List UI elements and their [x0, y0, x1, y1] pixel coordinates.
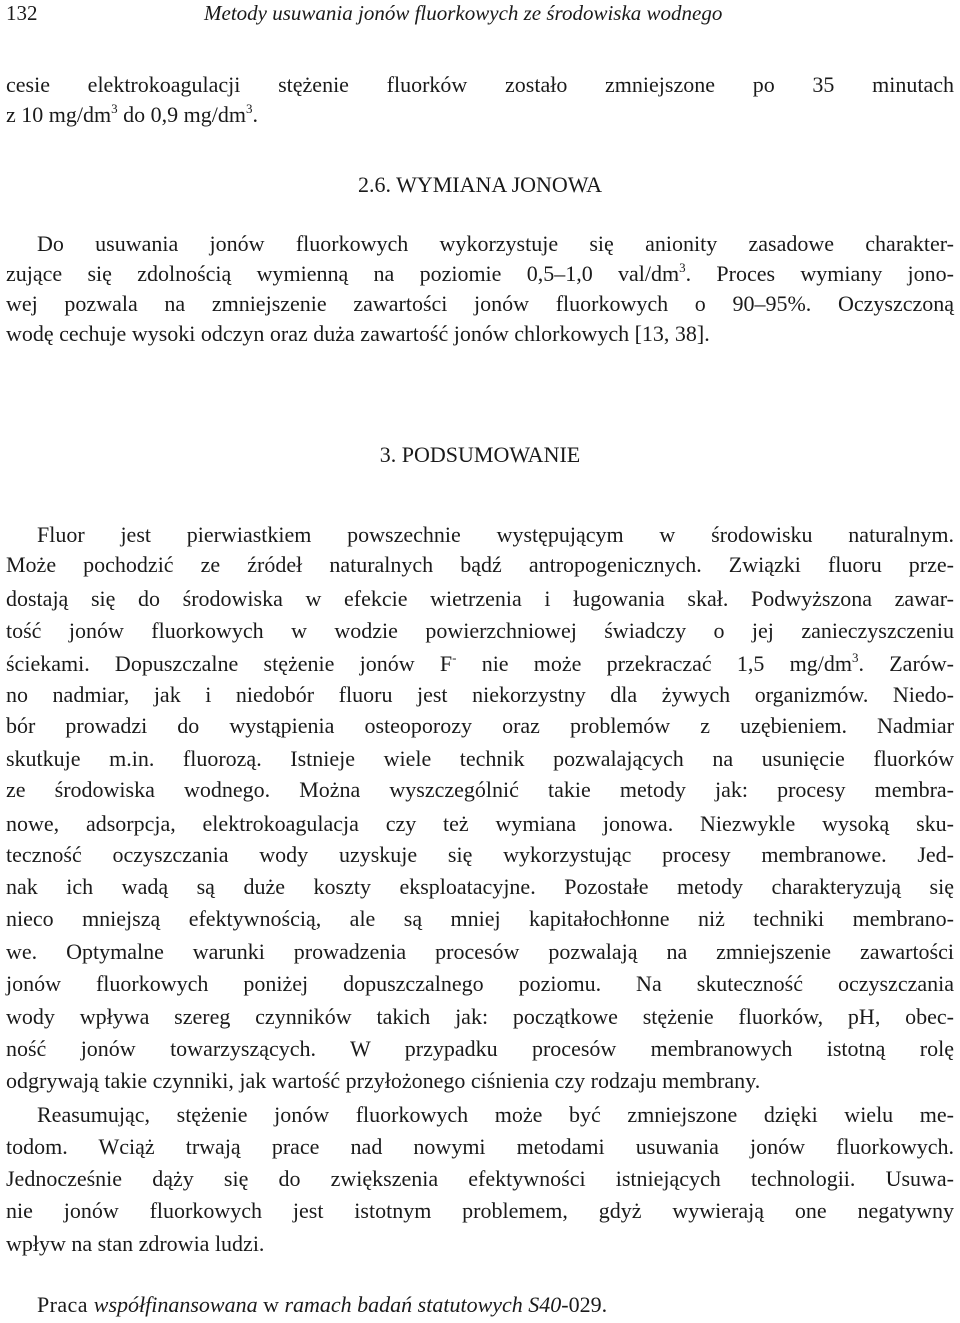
summary-p1-line-2: Może pochodzić ze źródeł naturalnych bądź antropogenicznych. Związki fluoru prze- — [6, 552, 954, 577]
summary-p1-line-10: nowe, adsorpcja, elektrokoagulacja czy też wymiana jonowa. Niezwykle wysoką sku- — [6, 811, 954, 836]
summary-p1-line-6: no nadmiar, jak i niedobór fluoru jest niekorzystny dla żywych organizmów. Niedo- — [6, 682, 954, 707]
summary-p1-line-3: dostają się do środowiska w efekcie wietrzenia i ługowania skał. Podwyższona zawar- — [6, 586, 954, 611]
summary-p1-line-4: tość jonów fluorkowych w wodzie powierzchniowej świadczy o jej zanieczyszczeniu — [6, 618, 954, 643]
summary-p1-line-5: ściekami. Dopuszczalne stężenie jonów F- nie może przekraczać 1,5 $mg/dm^3$. Zarów- — [6, 650, 954, 676]
summary-p2-line-2: todom. Wciąż trwają prace nad nowymi metodami usuwania jonów fluorkowych. — [6, 1134, 954, 1159]
acknowledgement: Praca współfinansowana w ramach badań statutowych S40-029. — [37, 1292, 608, 1317]
section-26-line-1: Do usuwania jonów fluorkowych wykorzystuje się anionity zasadowe charakter- — [37, 231, 954, 256]
summary-p2-line-4: nie jonów fluorkowych jest istotnym problemem, gdyż wywierają one negatywny — [6, 1198, 954, 1223]
summary-p2-line-3: Jednocześnie dąży się do zwiększenia efektywności istniejących technologii. Usuwa- — [6, 1166, 954, 1191]
running-title: Metody usuwania jonów fluorkowych ze środowiska wodnego — [204, 1, 723, 25]
section-26-line-4: wodę cechuje wysoki odczyn oraz duża zawartość jonów chlorkowych [13, 38]. — [6, 321, 710, 346]
summary-p1-line-8: skutkuje m.in. fluorozą. Istnieje wiele technik pozwalających na usunięcie fluorków — [6, 746, 954, 771]
page-number: 132 — [6, 1, 38, 25]
page-header — [6, 0, 954, 26]
intro-line-2: z 10 $mg/dm^3$ do 0,9 $mg/dm^3$. — [6, 101, 258, 127]
section-heading-summary: 3. PODSUMOWANIE — [379, 442, 581, 467]
summary-p1-line-11: teczność oczyszczania wody uzyskuje się wykorzystując procesy membranowe. Jed- — [6, 842, 954, 867]
summary-p2-line-5: wpływ na stan zdrowia ludzi. — [6, 1231, 265, 1256]
summary-p1-line-9: ze środowiska wodnego. Można wyszczególnić takie metody jak: procesy membra- — [6, 777, 954, 802]
summary-p1-line-15: jonów fluorkowych poniżej dopuszczalnego poziomu. Na skuteczność oczyszczania — [6, 971, 954, 996]
summary-p1-line-12: nak ich wadą są duże koszty eksploatacyjne. Pozostałe metody charakteryzują się — [6, 874, 954, 899]
summary-p1-line-16: wody wpływa szereg czynników takich jak: początkowe stężenie fluorków, pH, obec- — [6, 1004, 954, 1029]
intro-line-1: cesie elektrokoagulacji stężenie fluorków zostało zmniejszone po 35 minutach — [6, 72, 954, 97]
summary-p1-line-18: odgrywają takie czynniki, jak wartość przyłożonego ciśnienia czy rodzaju membrany. — [6, 1068, 761, 1093]
summary-p1-line-17: ność jonów towarzyszących. W przypadku procesów membranowych istotną rolę — [6, 1036, 954, 1061]
summary-p2-line-1: Reasumując, stężenie jonów fluorkowych może być zmniejszone dzięki wielu me- — [37, 1102, 954, 1127]
summary-p1-line-7: bór prowadzi do wystąpienia osteoporozy oraz problemów z uzębieniem. Nadmiar — [6, 713, 954, 738]
section-26-line-3: wej pozwala na zmniejszenie zawartości jonów fluorkowych o 90–95%. Oczyszczoną — [6, 291, 954, 316]
summary-p1-line-13: nieco mniejszą efektywnością, ale są mniej kapitałochłonne niż techniki membrano- — [6, 906, 954, 931]
section-26-line-2: zujące się zdolnością wymienną na poziomie 0,5–1,0 val/$dm^3$. Proces wymiany jono- — [6, 260, 954, 286]
summary-p1-line-1: Fluor jest pierwiastkiem powszechnie występującym w środowisku naturalnym. — [37, 522, 954, 547]
section-heading-ion-exchange: 2.6. WYMIANA JONOWA — [357, 172, 603, 197]
summary-p1-line-14: we. Optymalne warunki prowadzenia procesów pozwalają na zmniejszenie zawartości — [6, 939, 954, 964]
